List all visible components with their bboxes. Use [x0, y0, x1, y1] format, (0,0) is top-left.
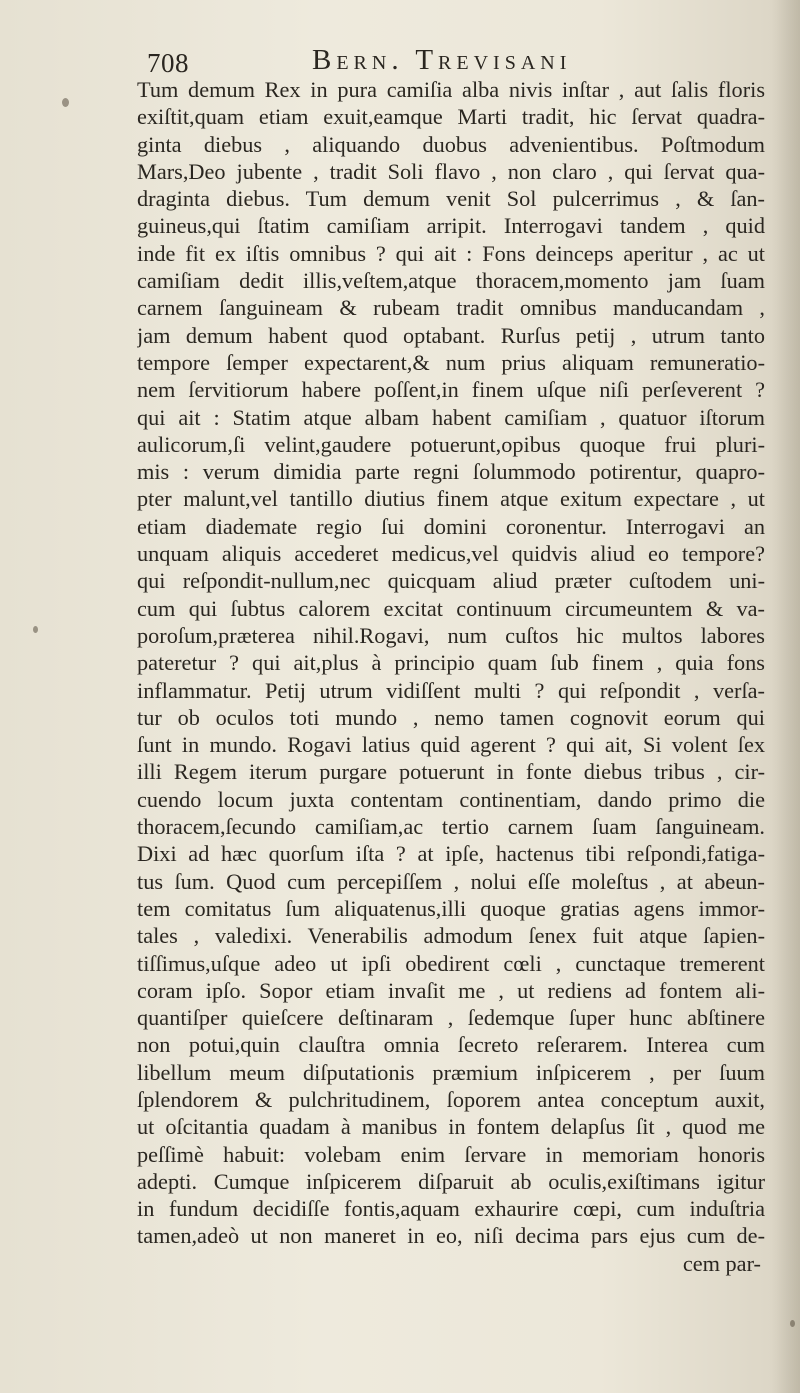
text-line: cuendo locum juxta contentam continentiam, dando primo die	[137, 786, 765, 812]
ink-spot	[33, 626, 38, 633]
text-line: tem comitatus ſum aliquatenus,illi quoque gratias agens immor-	[137, 895, 765, 921]
running-title: Bern. Trevisani	[312, 44, 572, 76]
text-line: cem par-	[682, 1250, 761, 1276]
text-line: aulicorum,ſi velint,gaudere potuerunt,opibus quoque frui pluri-	[137, 431, 765, 457]
text-line: unquam aliquis accederet medicus,vel quidvis aliud eo tempore?	[137, 541, 765, 567]
text-line: adepti. Cumque inſpicerem diſparuit ab oculis,exiſtimans igitur	[137, 1168, 765, 1194]
text-line: ſunt in mundo. Rogavi latius quid agerent ? qui ait, Si volent ſex	[137, 732, 765, 758]
text-line: thoracem,ſecundo camiſiam,ac tertio carnem ſuam ſanguineam.	[137, 814, 765, 840]
text-line: in fundum decidiſſe fontis,aquam exhaurire cœpi, cum induſtria	[137, 1196, 765, 1222]
text-line: camiſiam dedit illis,veſtem,atque thoracem,momento jam ſuam	[137, 268, 765, 294]
text-line: guineus,qui ſtatim camiſiam arripit. Interrogavi tandem , quid	[137, 213, 765, 239]
ink-spot	[790, 1320, 795, 1327]
text-line: peſſimè habuit: volebam enim ſervare in memoriam honoris	[137, 1141, 765, 1167]
text-line: coram ipſo. Sopor etiam invaſit me , ut rediens ad fontem ali-	[137, 977, 765, 1003]
page-edge-shadow	[770, 0, 800, 1393]
text-line: tus ſum. Quod cum percepiſſem , nolui eſſe moleſtus , at abeun-	[137, 868, 765, 894]
text-line: cum qui ſubtus calorem excitat continuum circumeuntem & va-	[137, 595, 765, 621]
text-line: nem ſervitiorum habere poſſent,in finem uſque niſi perſeverent ?	[137, 377, 765, 403]
text-line: inflammatur. Petij utrum vidiſſent multi ? qui reſpondit , verſa-	[137, 677, 765, 703]
text-line: Mars,Deo jubente , tradit Soli flavo , non claro , qui ſervat qua-	[137, 158, 765, 184]
text-line: pateretur ? qui ait,plus à principio quam ſub finem , quia fons	[137, 650, 765, 676]
running-head	[147, 40, 707, 80]
text-line: Dixi ad hæc quorſum iſta ? at ipſe, hactenus tibi reſpondi,fatiga-	[137, 841, 765, 867]
text-line: ginta diebus , aliquando duobus advenientibus. Poſtmodum	[137, 131, 765, 157]
text-line: tales , valedixi. Venerabilis admodum ſenex fuit atque ſapien-	[137, 923, 765, 949]
ink-spot	[62, 98, 69, 107]
page-number: 708	[147, 48, 189, 78]
text-line: carnem ſanguineam & rubeam tradit omnibus manducandam ,	[137, 295, 765, 321]
text-line: qui ait : Statim atque albam habent camiſiam , quatuor iſtorum	[137, 404, 765, 430]
text-line: quantiſper quieſcere deſtinaram , ſedemque ſuper hunc abſtinere	[137, 1005, 765, 1031]
text-line: jam demum habent quod optabant. Rurſus petij , utrum tanto	[137, 322, 765, 348]
text-line: qui reſpondit-nullum,nec quicquam aliud præter cuſtodem uni-	[137, 568, 765, 594]
text-line: pter malunt,vel tantillo diutius finem atque exitum expectare , ut	[137, 486, 765, 512]
text-line: non potui,quin clauſtra omnia ſecreto reſerarem. Interea cum	[137, 1032, 765, 1058]
text-line: tamen,adeò ut non maneret in eo, niſi decima pars ejus cum de-	[137, 1223, 765, 1249]
text-line: tiſſimus,uſque adeo ut ipſi obedirent cœli , cunctaque tremerent	[137, 950, 765, 976]
text-line: exiſtit,quam etiam exuit,eamque Marti tradit, hic ſervat quadra-	[137, 104, 765, 130]
text-line: mis : verum dimidia parte regni ſolummodo potirentur, quapro-	[137, 459, 765, 485]
text-line: ut oſcitantia quadam à manibus in fontem delapſus ſit , quod me	[137, 1114, 765, 1140]
text-line: Tum demum Rex in pura camiſia alba nivis inſtar , aut ſalis floris	[137, 77, 765, 102]
text-line: ſplendorem & pulchritudinem, ſoporem antea conceptum auxit,	[137, 1086, 765, 1112]
text-line: tur ob oculos toti mundo , nemo tamen cognovit eorum qui	[137, 704, 765, 730]
text-line: tempore ſemper expectarent,& num prius aliquam remuneratio-	[137, 349, 765, 375]
text-line: poroſum,præterea nihil.Rogavi, num cuſtos hic multos labores	[137, 622, 765, 648]
body-text	[137, 76, 765, 1277]
text-line: libellum meum diſputationis præmium inſpicerem , per ſuum	[137, 1059, 765, 1085]
text-line: etiam diademate regio ſui domini coronentur. Interrogavi an	[137, 513, 765, 539]
text-line: draginta diebus. Tum demum venit Sol pulcerrimus , & ſan-	[137, 186, 765, 212]
text-line: illi Regem iterum purgare potuerunt in fonte diebus tribus , cir-	[137, 759, 765, 785]
text-line: inde fit ex iſtis omnibus ? qui ait : Fons deinceps aperitur , ac ut	[137, 240, 765, 266]
